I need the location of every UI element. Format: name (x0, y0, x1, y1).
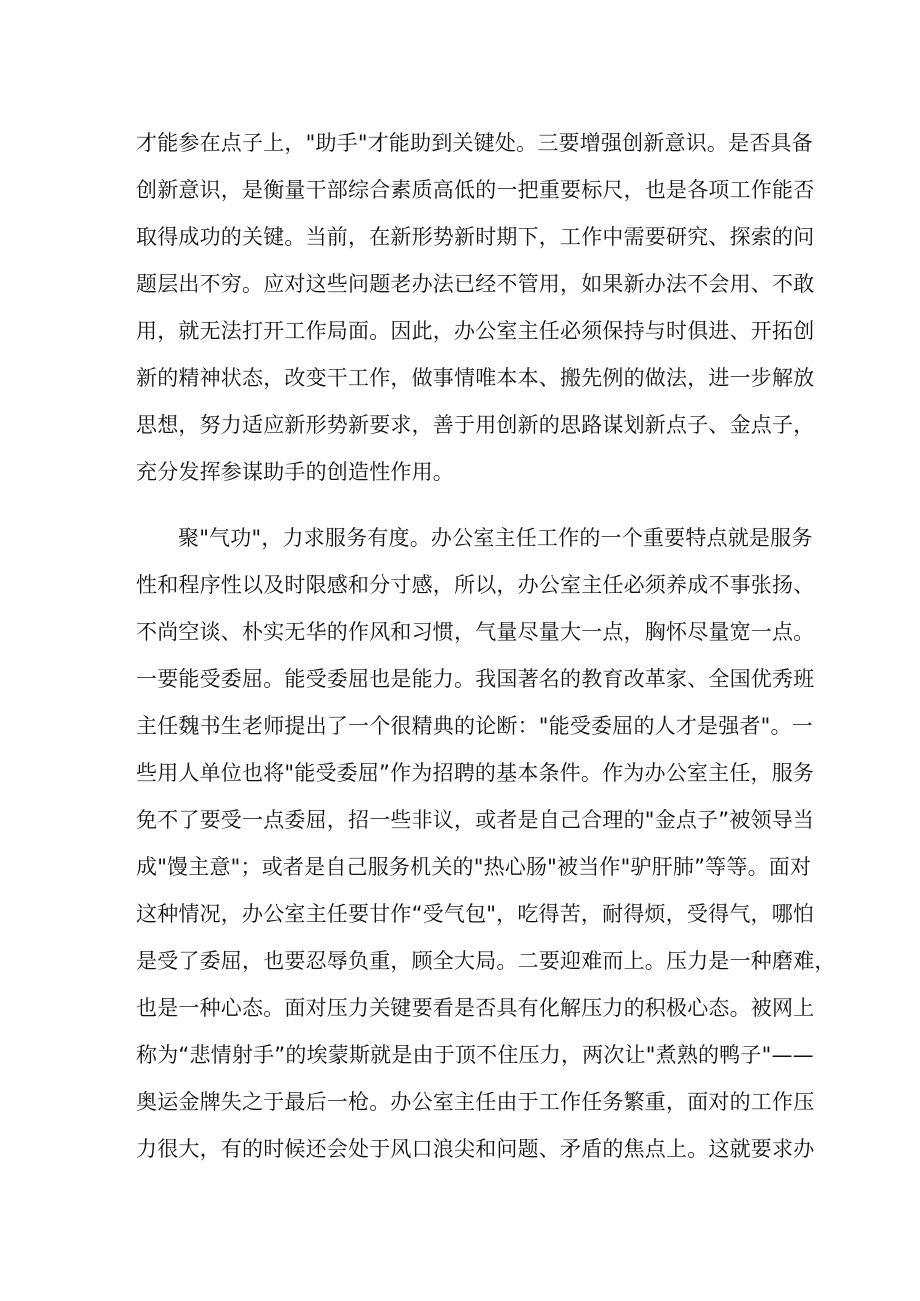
paragraph-line: 也是一种心态。面对压力关键要看是否具有化解压力的积极心态。被网上 (136, 996, 815, 1020)
paragraph-line: 成"馒主意"；或者是自己服务机关的"热心肠"被当作"驴肝肺”等等。面对 (136, 855, 812, 879)
paragraph-1 (136, 120, 815, 496)
paragraph-line: 题层出不穷。应对这些问题老办法已经不管用，如果新办法不会用、不敢 (136, 272, 815, 296)
paragraph-line: 一要能受委屈。能受委屈也是能力。我国著名的教育改革家、全国优秀班 (136, 667, 815, 691)
paragraph-line: 这种情况，办公室主任要甘作“受气包"，吃得苦，耐得烦，受得气，哪怕 (136, 902, 815, 926)
paragraph-line: 免不了要受一点委屈，招一些非议，或者是自己合理的"金点子”被领导当 (136, 808, 815, 832)
paragraph-line: 是受了委屈，也要忍辱负重，顾全大局。二要迎难而上。压力是一种磨难， (136, 949, 836, 973)
paragraph-2 (136, 515, 836, 1173)
paragraph-line: 创新意识，是衡量干部综合素质高低的一把重要标尺，也是各项工作能否 (136, 178, 815, 202)
paragraph-line: 用，就无法打开工作局面。因此，办公室主任必须保持与时俱进、开拓创 (136, 319, 815, 343)
paragraph-line: 力很大，有的时候还会处于风口浪尖和问题、矛盾的焦点上。这就要求办 (136, 1137, 815, 1161)
paragraph-spacer (136, 496, 800, 515)
paragraph-line: 才能参在点子上，"助手"才能助到关键处。三要增强创新意识。是否具备 (136, 131, 813, 155)
paragraph-line: 些用人单位也将"能受委屈”作为招聘的基本条件。作为办公室主任，服务 (136, 761, 815, 785)
paragraph-line: 不尚空谈、朴实无华的作风和习惯，气量尽量大一点，胸怀尽量宽一点。 (136, 620, 815, 644)
paragraph-line: 称为“悲情射手”的埃蒙斯就是由于顶不住压力，两次让"煮熟的鸭子"—— (136, 1043, 814, 1067)
paragraph-line: 思想，努力适应新形势新要求，善于用创新的思路谋划新点子、金点子， (136, 413, 815, 437)
paragraph-line: 取得成功的关键。当前，在新形势新时期下，工作中需要研究、探索的问 (136, 225, 815, 249)
paragraph-line: 充分发挥参谋助手的创造性作用。 (136, 460, 454, 484)
paragraph-line: 奥运金牌失之于最后一枪。办公室主任由于工作任务繁重，面对的工作压 (136, 1090, 815, 1114)
document-body (136, 120, 836, 1173)
paragraph-line: 聚"气功"，力求服务有度。办公室主任工作的一个重要特点就是服务 (178, 526, 813, 550)
paragraph-line: 主任魏书生老师提出了一个很精典的论断："能受委屈的人才是强者"。一 (136, 714, 813, 738)
paragraph-line: 性和程序性以及时限感和分寸感，所以，办公室主任必须养成不事张扬、 (136, 573, 815, 597)
paragraph-line: 新的精神状态，改变干工作，做事情唯本本、搬先例的做法，进一步解放 (136, 366, 815, 390)
